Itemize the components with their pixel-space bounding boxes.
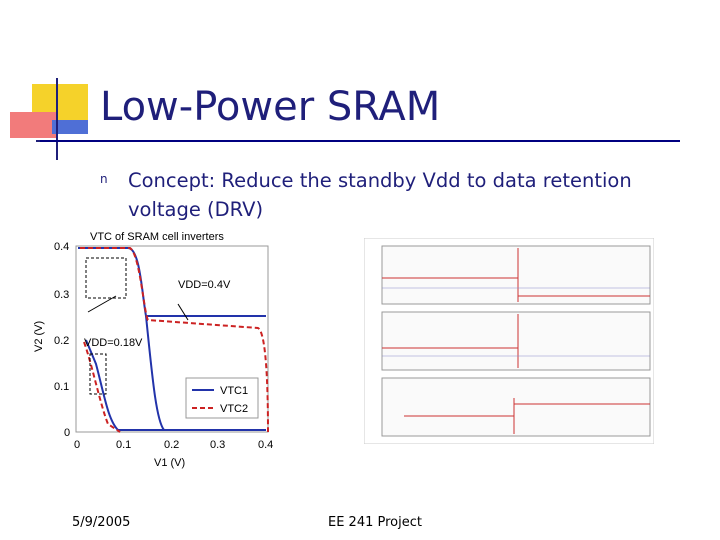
waveform-figure [364, 238, 654, 444]
vtc-xlabel: V1 (V) [154, 457, 186, 469]
title-rule [40, 140, 680, 142]
slide-title: Low-Power SRAM [100, 84, 441, 130]
bullet-text: Concept: Reduce the standby Vdd to data retention voltage (DRV) [128, 169, 632, 221]
vtc-annot-vdd-low: VDD=0.18V [84, 337, 143, 349]
footer-project: EE 241 Project [328, 515, 422, 530]
vtc-title: VTC of SRAM cell inverters [90, 231, 224, 243]
vtc-ytick: 0 [64, 427, 71, 439]
waveform-panel-3 [382, 378, 650, 436]
vtc-ylabel: V2 (V) [33, 320, 45, 352]
vtc-xtick: 0 [74, 439, 81, 451]
vtc-xtick: 0.2 [164, 439, 180, 451]
vtc-ytick: 0.4 [54, 241, 70, 253]
vtc-ytick: 0.2 [54, 335, 70, 347]
footer-date: 5/9/2005 [72, 515, 131, 530]
vtc-arrow [88, 296, 116, 312]
vtc-annot-vdd-high: VDD=0.4V [178, 279, 231, 291]
vtc-xtick: 0.4 [258, 439, 274, 451]
vtc-annotation-box-high [86, 258, 126, 298]
decor-vertical-line [56, 78, 58, 160]
vtc1-curve-mid [146, 316, 164, 430]
vtc-figure [28, 224, 288, 474]
waveform-panel-1 [382, 246, 650, 304]
vtc-ytick: 0.1 [54, 381, 70, 393]
vtc-arrow [178, 304, 188, 320]
vtc-xtick: 0.3 [210, 439, 226, 451]
vtc-xtick: 0.1 [116, 439, 132, 451]
vtc-legend-label-1: VTC1 [220, 385, 249, 397]
bullet-marker: n [100, 172, 108, 186]
vtc-ytick: 0.3 [54, 289, 70, 301]
waveform-panel-2 [382, 312, 650, 370]
decor-red-block [10, 112, 56, 138]
vtc-legend-label-2: VTC2 [220, 403, 249, 415]
